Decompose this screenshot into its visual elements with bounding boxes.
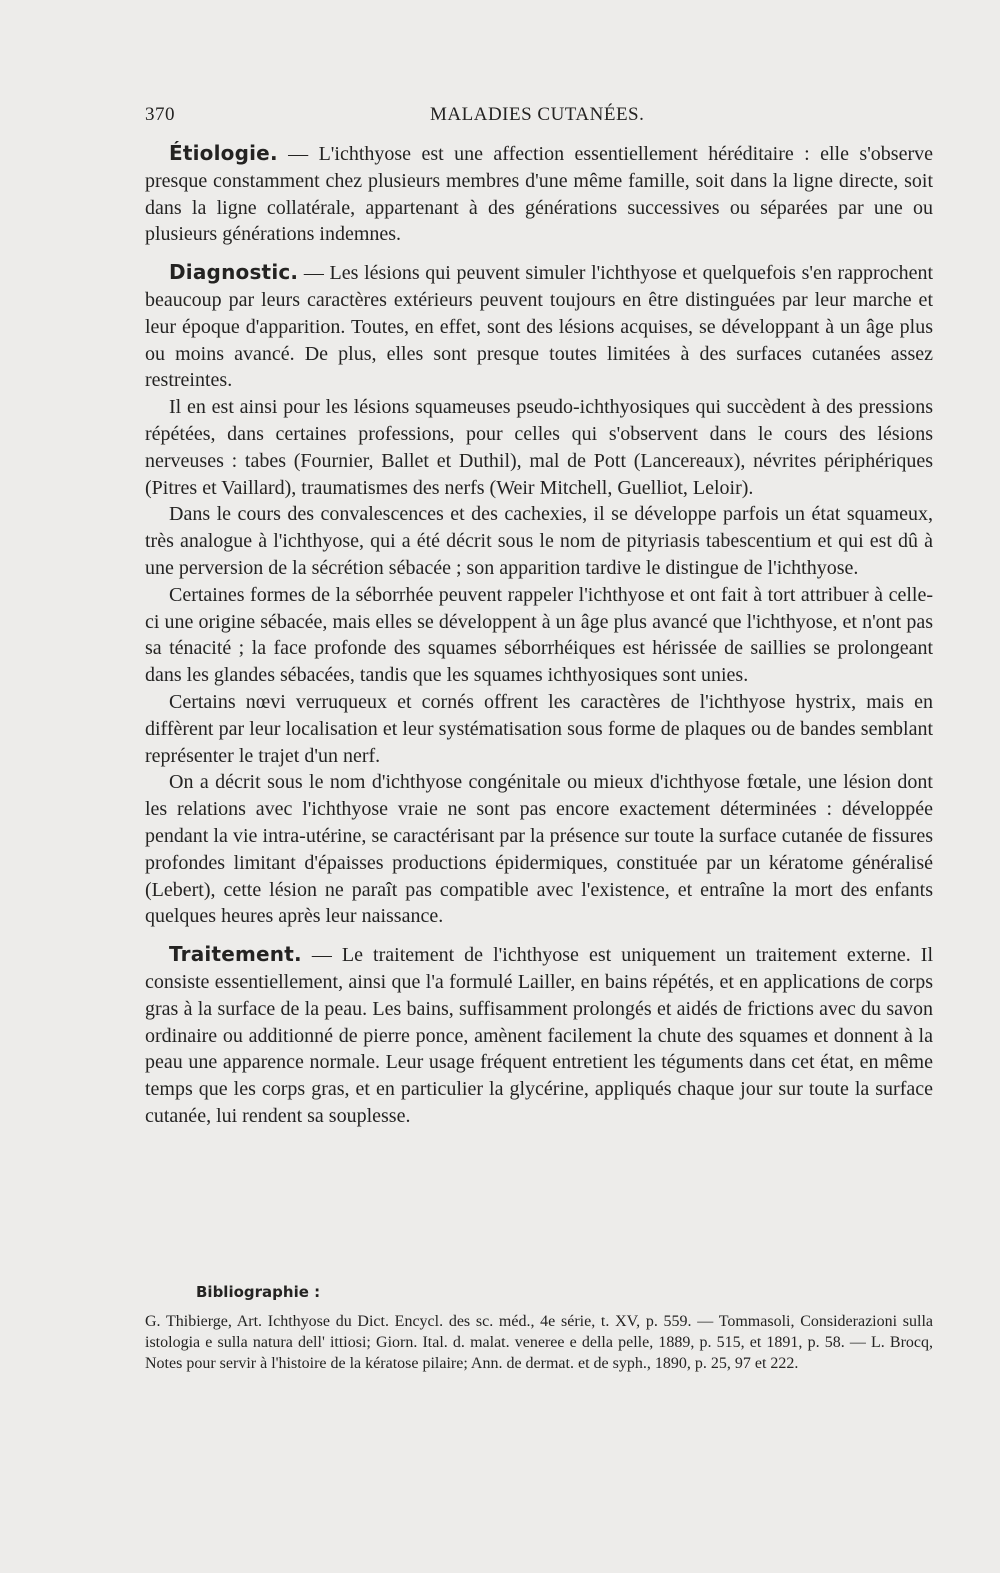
- section-heading-traitement: Traitement.: [169, 942, 302, 967]
- paragraph: Dans le cours des convalescences et des cachexies, il se développe parfois un état squameux, très analogue à l'ichthyose, qui a été décrit sous le nom de pityriasis tabescentium et qui est dû à une perversion de la sécrétion sébacée ; son apparition tardive le distingue de l'ichthyose.: [145, 503, 933, 579]
- bibliography-heading: Bibliographie :: [196, 1283, 321, 1301]
- etiologie-paragraph: [145, 140, 933, 248]
- running-title: MALADIES CUTANÉES.: [430, 104, 645, 125]
- paragraph: Certaines formes de la séborrhée peuvent rappeler l'ichthyose et ont fait à tort attribuer à celle-ci une origine sébacée, mais elles se développent à un âge plus avancé que l'ichthyose, et n'ont pas sa ténacité ; la face profonde des squames séborrhéiques est hérissée de saillies se prolongeant dans les glandes sébacées, tandis que les squames ichthyosiques sont unies.: [145, 583, 933, 687]
- page-number: 370: [145, 104, 175, 125]
- section-heading-etiologie: Étiologie.: [169, 141, 278, 165]
- paragraph-text: — L'ichthyose est une affection essentiellement héréditaire : elle s'observe presque constamment chez plusieurs membres d'une même famille, soit dans la ligne directe, soit dans la ligne collatérale, appartenant à des générations successives ou séparées par une ou plusieurs générations indemnes.: [145, 143, 933, 246]
- paragraph-text: — Les lésions qui peuvent simuler l'ichthyose et quelquefois s'en rapprochent beaucoup par leurs caractères extérieurs peuvent toujours en être distinguées par leur marche et leur époque d'apparition. Toutes, en effet, sont des lésions acquises, se développant à un âge plus ou moins avancé. De plus, elles sont presque toutes limitées à des surfaces cutanées assez restreintes.: [145, 262, 933, 392]
- main-text: [145, 140, 933, 1130]
- paragraph-text: — Le traitement de l'ichthyose est uniquement un traitement externe. Il consiste essentiellement, ainsi que l'a formulé Lailler, en bains répétés, et en applications de corps gras à la surface de la peau. Les bains, suffisamment prolongés et aidés de frictions avec du savon ordinaire ou additionné de pierre ponce, amènent facilement la chute des squames et donnent à la peau une apparence normale. Leur usage fréquent entretient les téguments dans cet état, en même temps que les corps gras, et en particulier la glycérine, appliqués chaque jour sur toute la surface cutanée, lui rendent sa souplesse.: [145, 944, 934, 1127]
- paragraph: Il en est ainsi pour les lésions squameuses pseudo-ichthyosiques qui succèdent à des pressions répétées, dans certaines professions, pour celles qui s'observent dans le cours des lésions nerveuses : tabes (Fournier, Ballet et Duthil), mal de Pott (Lancereaux), névrites périphériques (Pitres et Vaillard), traumatismes des nerfs (Weir Mitchell, Guelliot, Leloir).: [145, 396, 933, 499]
- section-heading-diagnostic: Diagnostic.: [169, 260, 299, 285]
- bibliography: [145, 1282, 933, 1374]
- paragraph: Certains nœvi verruqueux et cornés offrent les caractères de l'ichthyose hystrix, mais en diffèrent par leur localisation et leur systématisation sous forme de plaques ou de bandes semblant représenter le trajet d'un nerf.: [145, 690, 933, 767]
- paragraph: On a décrit sous le nom d'ichthyose congénitale ou mieux d'ichthyose fœtale, une lésion dont les relations avec l'ichthyose vraie ne sont pas encore exactement déterminées : développée pendant la vie intra-utérine, se caractérisant par la présence sur toute la surface cutanée de fissures profondes limitant d'épaisses productions épidermiques, constituée par un kératome généralisé (Lebert), cette lésion ne paraît pas compatible avec l'existence, et entraîne la mort des enfants quelques heures après leur naissance.: [145, 771, 933, 928]
- diagnostic-paragraph: [145, 259, 933, 394]
- running-header: [145, 104, 935, 134]
- traitement-paragraph: [145, 941, 933, 1130]
- bibliography-text: G. Thibierge, Art. Ichthyose du Dict. Encycl. des sc. méd., 4e série, t. XV, p. 559. — Tommasoli, Considerazioni sulla istologia e sulla natura dell' ittiosi; Giorn. Ital. d. malat. veneree e della pelle, 1889, p. 515, et 1891, p. 58. — L. Brocq, Notes pour servir à l'histoire de la kératose pilaire; Ann. de dermat. et de syph., 1890, p. 25, 97 et 222.: [145, 1313, 933, 1372]
